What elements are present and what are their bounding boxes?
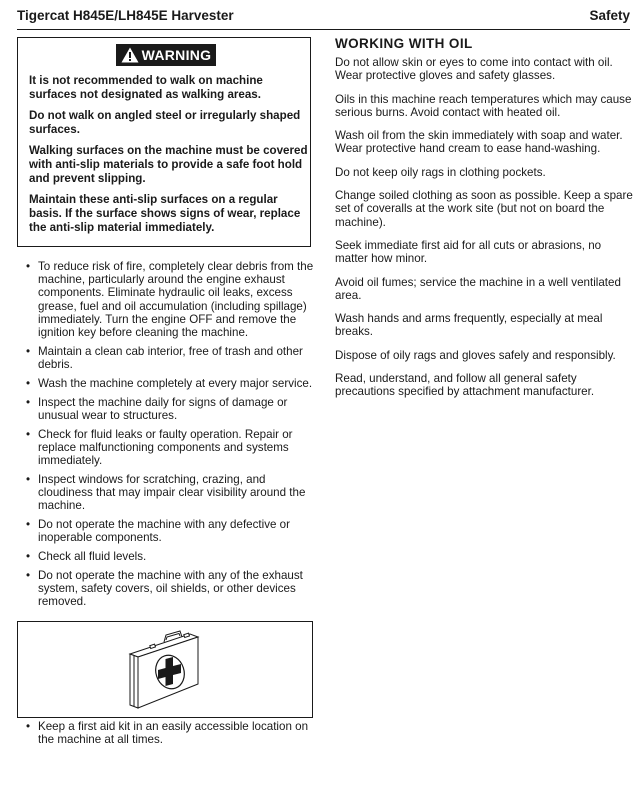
bullet-icon: •	[26, 427, 31, 441]
list-item: • Maintain a clean cab interior, free of trash and other debris.	[26, 344, 303, 372]
warning-label: WARNING	[141, 47, 212, 63]
first-aid-list	[26, 720, 321, 746]
oil-paragraph: Wash oil from the skin immediately with soap and water. Wear protective hand cream to ease hand-washing.	[335, 129, 623, 156]
bullet-icon: •	[26, 472, 31, 486]
oil-paragraph: Oils in this machine reach temperatures which may cause serious burns. Avoid contact with heated oil.	[335, 92, 632, 119]
oil-paragraph: Dispose of oily rags and gloves safely and responsibly.	[335, 348, 616, 362]
bullet-icon: •	[26, 568, 31, 582]
bullet-icon: •	[26, 550, 31, 564]
list-item: • Keep a first aid kit in an easily accessible location on the machine at all times.	[26, 720, 309, 747]
oil-paragraph: Change soiled clothing as soon as possible. Keep a spare set of coveralls at the work site (but not on board the machine).	[335, 189, 633, 229]
oil-section-body	[335, 56, 635, 409]
bullet-icon: •	[26, 518, 31, 532]
warning-badge	[116, 44, 216, 66]
bullet-icon: •	[26, 376, 31, 390]
oil-paragraph: Read, understand, and follow all general safety precautions specified by attachment manufacturer.	[335, 372, 595, 399]
list-item: • Do not operate the machine with any of the exhaust system, safety covers, oil shields, or other devices removed.	[26, 568, 303, 609]
warning-paragraph: Do not walk on angled steel or irregularly shaped surfaces.	[29, 109, 301, 136]
safety-bullet-list	[26, 260, 316, 614]
oil-paragraph: Wash hands and arms frequently, especially at meal breaks.	[335, 312, 603, 339]
document-title: Tigercat H845E/LH845E Harvester	[17, 8, 234, 23]
oil-section-heading: WORKING WITH OIL	[335, 36, 473, 51]
first-aid-figure	[17, 621, 313, 718]
warning-box	[17, 37, 311, 247]
oil-paragraph: Avoid oil fumes; service the machine in a well ventilated area.	[335, 275, 621, 302]
bullet-icon: •	[26, 720, 31, 733]
warning-paragraph: Walking surfaces on the machine must be covered with anti-slip materials to provide a safe foot hold and prevent slipping.	[29, 144, 308, 185]
oil-paragraph: Do not keep oily rags in clothing pockets.	[335, 165, 546, 179]
warning-paragraph: Maintain these anti-slip surfaces on a regular basis. If the surface shows signs of wear, replace the anti-slip material immediately.	[29, 193, 301, 234]
list-item: • Inspect windows for scratching, crazing, and cloudiness that may impair clear visibility around the machine.	[26, 472, 306, 513]
warning-paragraph: It is not recommended to walk on machine surfaces not designated as walking areas.	[29, 74, 263, 101]
warning-triangle-icon	[121, 47, 139, 63]
oil-paragraph: Do not allow skin or eyes to come into contact with oil. Wear protective gloves and safety glasses.	[335, 56, 613, 83]
bullet-icon: •	[26, 260, 31, 273]
warning-text	[29, 74, 309, 242]
bullet-icon: •	[26, 344, 31, 358]
bullet-icon: •	[26, 395, 31, 409]
list-item: • Wash the machine completely at every major service.	[26, 376, 313, 390]
list-item: • Do not operate the machine with any defective or inoperable components.	[26, 518, 290, 545]
section-title: Safety	[589, 8, 630, 23]
list-item: • To reduce risk of fire, completely clear debris from the machine, particularly around the engine exhaust components. Eliminate hydraulic oil leaks, excess grease, fuel and oil accumulation (including spillage) immediately. Turn the engine OFF and remove the ignition key before cleaning the machine.	[26, 260, 314, 340]
list-item: • Inspect the machine daily for signs of damage or unusual wear to structures.	[26, 395, 288, 422]
header-divider	[17, 29, 630, 30]
list-item: • Check all fluid levels.	[26, 550, 147, 564]
list-item: • Check for fluid leaks or faulty operation. Repair or replace malfunctioning components and systems immediately.	[26, 427, 293, 468]
oil-paragraph: Seek immediate first aid for all cuts or abrasions, no matter how minor.	[335, 238, 602, 266]
